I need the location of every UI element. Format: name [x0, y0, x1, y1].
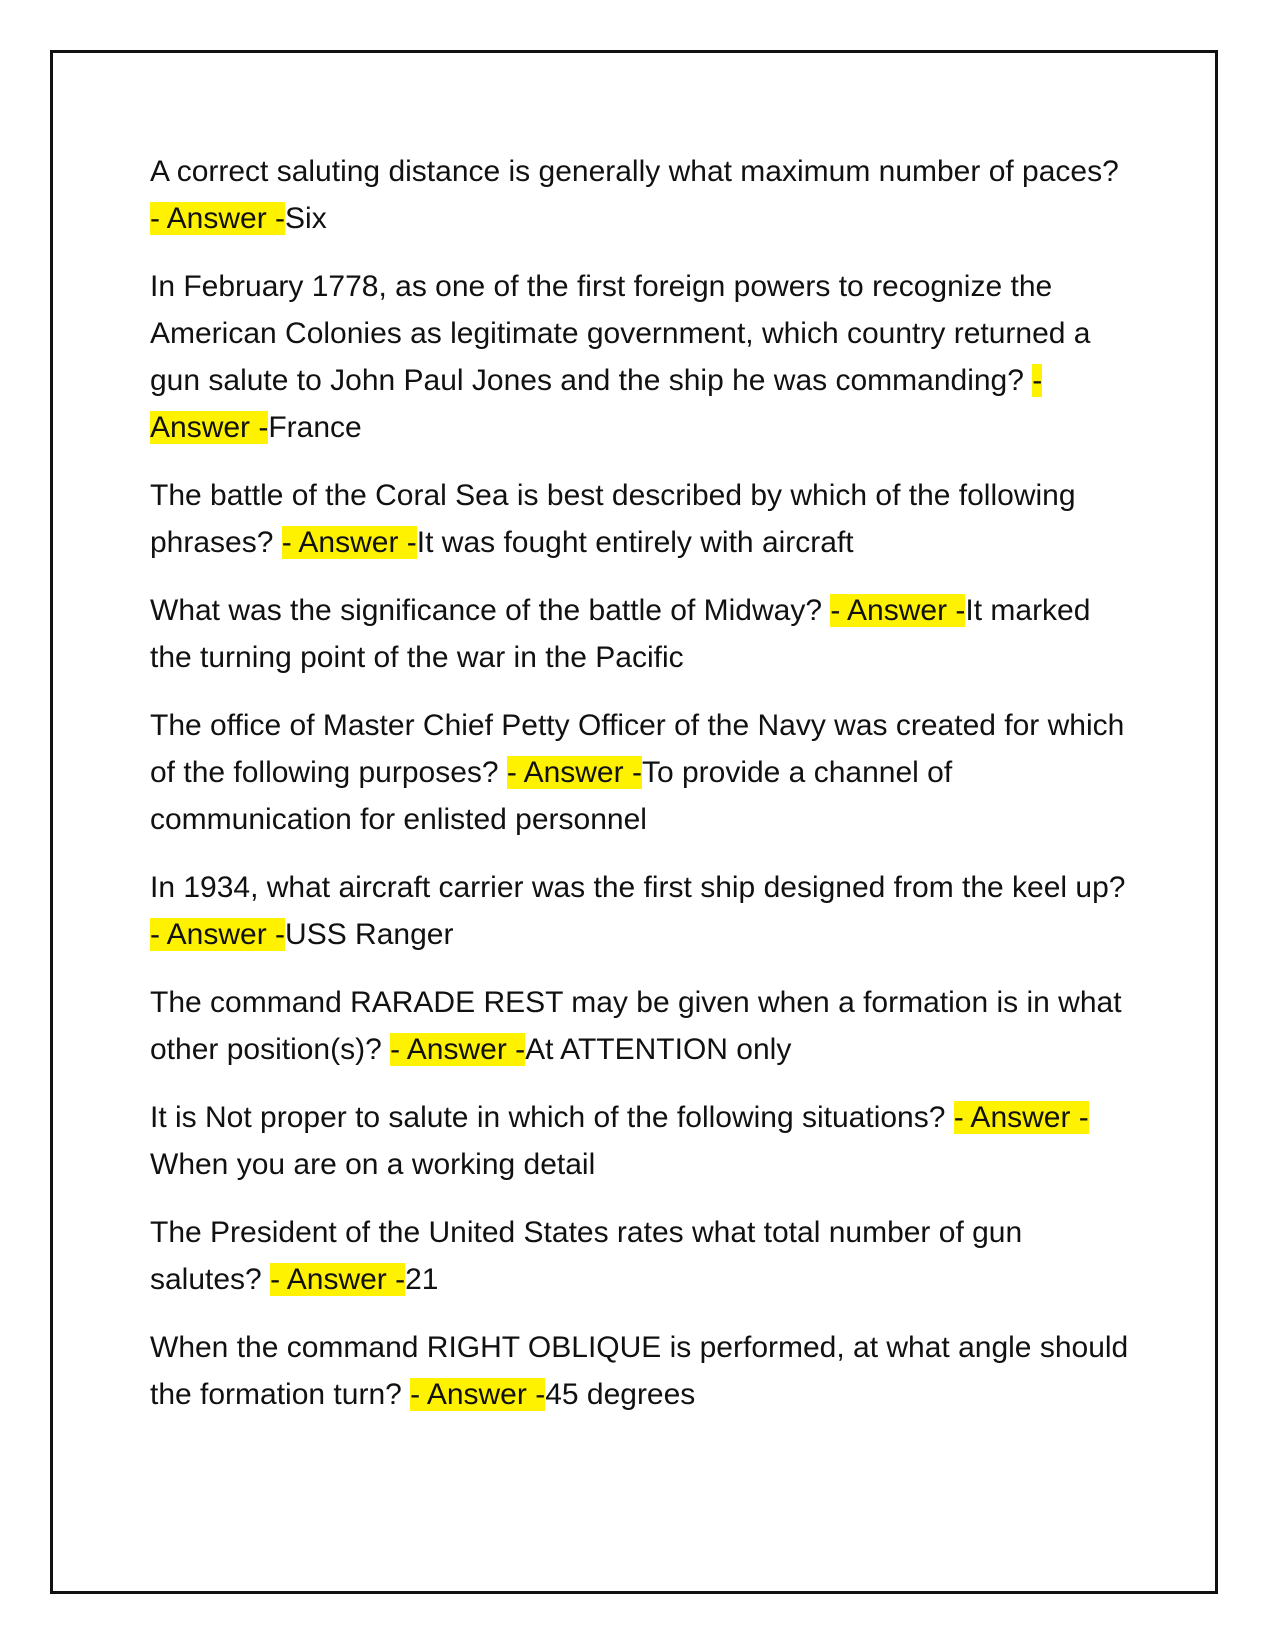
question-answer-list: [150, 148, 1130, 1439]
answer-marker: - Answer -: [270, 1263, 406, 1296]
qa-item: [150, 1324, 1130, 1418]
answer-text: USS Ranger: [285, 918, 454, 951]
answer-marker: - Answer -: [150, 918, 286, 951]
qa-item: [150, 1209, 1130, 1303]
qa-item: [150, 263, 1130, 451]
question-text: The office of Master Chief Petty Officer of the Navy was created for which of the following purposes?: [150, 709, 1125, 789]
question-text: What was the significance of the battle of Midway?: [150, 594, 831, 627]
answer-text: 45 degrees: [545, 1378, 696, 1411]
question-text: It is Not proper to salute in which of the following situations?: [150, 1101, 954, 1134]
qa-item: [150, 1094, 1130, 1188]
answer-marker: - Answer -: [410, 1378, 546, 1411]
qa-item: [150, 864, 1130, 958]
answer-text: At ATTENTION only: [525, 1033, 792, 1066]
question-text: In 1934, what aircraft carrier was the first ship designed from the keel up?: [150, 871, 1126, 904]
question-text: The President of the United States rates what total number of gun salutes?: [150, 1216, 1023, 1296]
answer-text: It marked the turning point of the war in the Pacific: [150, 594, 1091, 674]
qa-item: [150, 587, 1130, 681]
answer-marker: - Answer -: [390, 1033, 526, 1066]
answer-text: It was fought entirely with aircraft: [416, 526, 854, 559]
question-text: The battle of the Coral Sea is best described by which of the following phrases?: [150, 479, 1076, 559]
answer-marker: - Answer -: [150, 202, 286, 235]
answer-marker: - Answer -: [506, 756, 642, 789]
question-text: When the command RIGHT OBLIQUE is performed, at what angle should the formation turn?: [150, 1331, 1129, 1411]
question-text: The command RARADE REST may be given when a formation is in what other position(s)?: [150, 986, 1122, 1066]
answer-text: Six: [285, 202, 327, 235]
qa-item: [150, 702, 1130, 843]
answer-marker: - Answer -: [281, 526, 417, 559]
answer-text: To provide a channel of communication for enlisted personnel: [150, 756, 953, 836]
answer-text: When you are on a working detail: [150, 1148, 596, 1181]
answer-text: 21: [405, 1263, 439, 1296]
qa-item: [150, 148, 1130, 242]
answer-marker: - Answer -: [953, 1101, 1089, 1134]
question-text: In February 1778, as one of the first foreign powers to recognize the American Colonies as legitimate government, which country returned a gun salute to John Paul Jones and the ship he was commanding?: [150, 270, 1091, 397]
qa-item: [150, 979, 1130, 1073]
answer-text: France: [268, 411, 362, 444]
answer-marker: - Answer -: [830, 594, 966, 627]
question-text: A correct saluting distance is generally what maximum number of paces?: [150, 155, 1119, 188]
qa-item: [150, 472, 1130, 566]
answer-marker: - Answer -: [150, 364, 1043, 444]
